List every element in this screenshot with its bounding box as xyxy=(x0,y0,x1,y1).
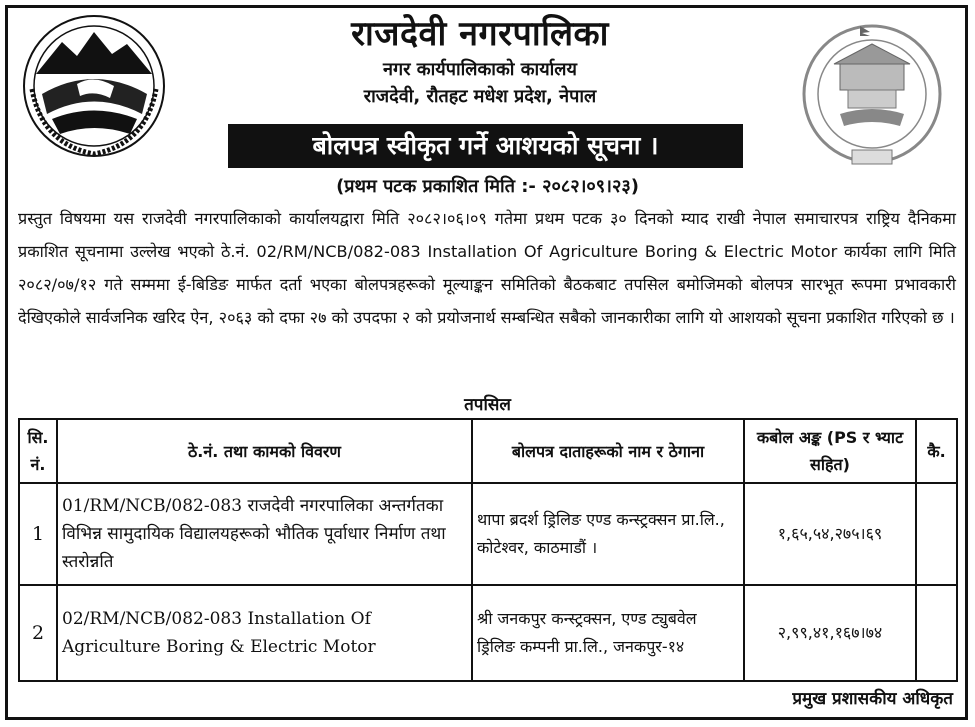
row-description: 02/RM/NCB/082-083 Installation Of Agriculture Boring & Electric Motor xyxy=(57,585,472,681)
row-amount: २,९९,४१,१६७।७४ xyxy=(744,585,916,681)
row-remarks xyxy=(916,585,957,681)
notice-title: बोलपत्र स्वीकृत गर्ने आशयको सूचना । xyxy=(228,124,743,168)
header-remarks: कै. xyxy=(916,419,957,483)
bid-table xyxy=(18,418,958,682)
office-address: राजदेवी, रौतहट मधेश प्रदेश, नेपाल xyxy=(363,86,597,107)
header-description: ठे.नं. तथा कामको विवरण xyxy=(57,419,472,483)
table-row xyxy=(19,483,957,585)
row-bidder: श्री जनकपुर कन्स्ट्रक्सन, एण्ड ट्युबवेल ड्रिलिङ कम्पनी प्रा.लि., जनकपुर-१४ xyxy=(472,585,744,681)
notice-paragraph: प्रस्तुत विषयमा यस राजदेवी नगरपालिकाको कार्यालयद्वारा मिति २०८२।०६।०९ गतेमा प्रथम पटक ३० दिनको म्याद राखी नेपाल समाचारपत्र राष्ट्रिय दैनिकमा प्रकाशित सूचनामा उल्लेख भएको ठे.नं. 02/RM/NCB/082-083 Installation Of Agriculture Boring & Electric Motor कार्यका लागि मिति २०८२/०७/१२ गते सम्ममा ई-बिडिङ मार्फत दर्ता भएका बोलपत्रहरूको मूल्याङ्कन समितिको बैठकबाट तपसिल बमोजिमको बोलपत्र सारभूत रूपमा प्रभावकारी देखिएकोले सार्वजनिक खरिद ऐन, २०६३ को दफा २७ को उपदफा २ को प्रयोजनार्थ सम्बन्धित सबैको जानकारीका लागि यो आशयको सूचना प्रकाशित गरिएको छ । xyxy=(18,209,956,327)
municipality-seal-icon xyxy=(800,22,945,172)
org-name: राजदेवी नगरपालिका xyxy=(351,14,609,54)
table-caption: तपसिल xyxy=(464,395,511,415)
signature-title: प्रमुख प्रशासकीय अधिकृत xyxy=(792,689,953,709)
header-bidder: बोलपत्र दाताहरूको नाम र ठेगाना xyxy=(472,419,744,483)
row-amount: १,६५,५४,२७५।६९ xyxy=(744,483,916,585)
published-date: (प्रथम पटक प्रकाशित मिति :- २०८२।०९।२३) xyxy=(336,176,639,197)
table-row xyxy=(19,585,957,681)
nepal-government-emblem-icon xyxy=(22,14,167,159)
header-sn: सि. नं. xyxy=(19,419,57,483)
office-name: नगर कार्यपालिकाको कार्यालय xyxy=(383,59,577,80)
letterhead xyxy=(0,0,975,205)
table-header-row xyxy=(19,419,957,483)
row-bidder: थापा ब्रदर्श ड्रिलिङ एण्ड कन्स्ट्रक्सन प्रा.लि., कोटेश्वर, काठमाडौं । xyxy=(472,483,744,585)
header-amount: कबोल अङ्क (PS र भ्याट सहित) xyxy=(744,419,916,483)
row-sn: 2 xyxy=(19,585,57,681)
row-description: 01/RM/NCB/082-083 राजदेवी नगरपालिका अन्तर्गतका विभिन्न सामुदायिक विद्यालयहरूको भौतिक पूर्वाधार निर्माण तथा स्तरोन्नति xyxy=(57,483,472,585)
row-sn: 1 xyxy=(19,483,57,585)
row-remarks xyxy=(916,483,957,585)
